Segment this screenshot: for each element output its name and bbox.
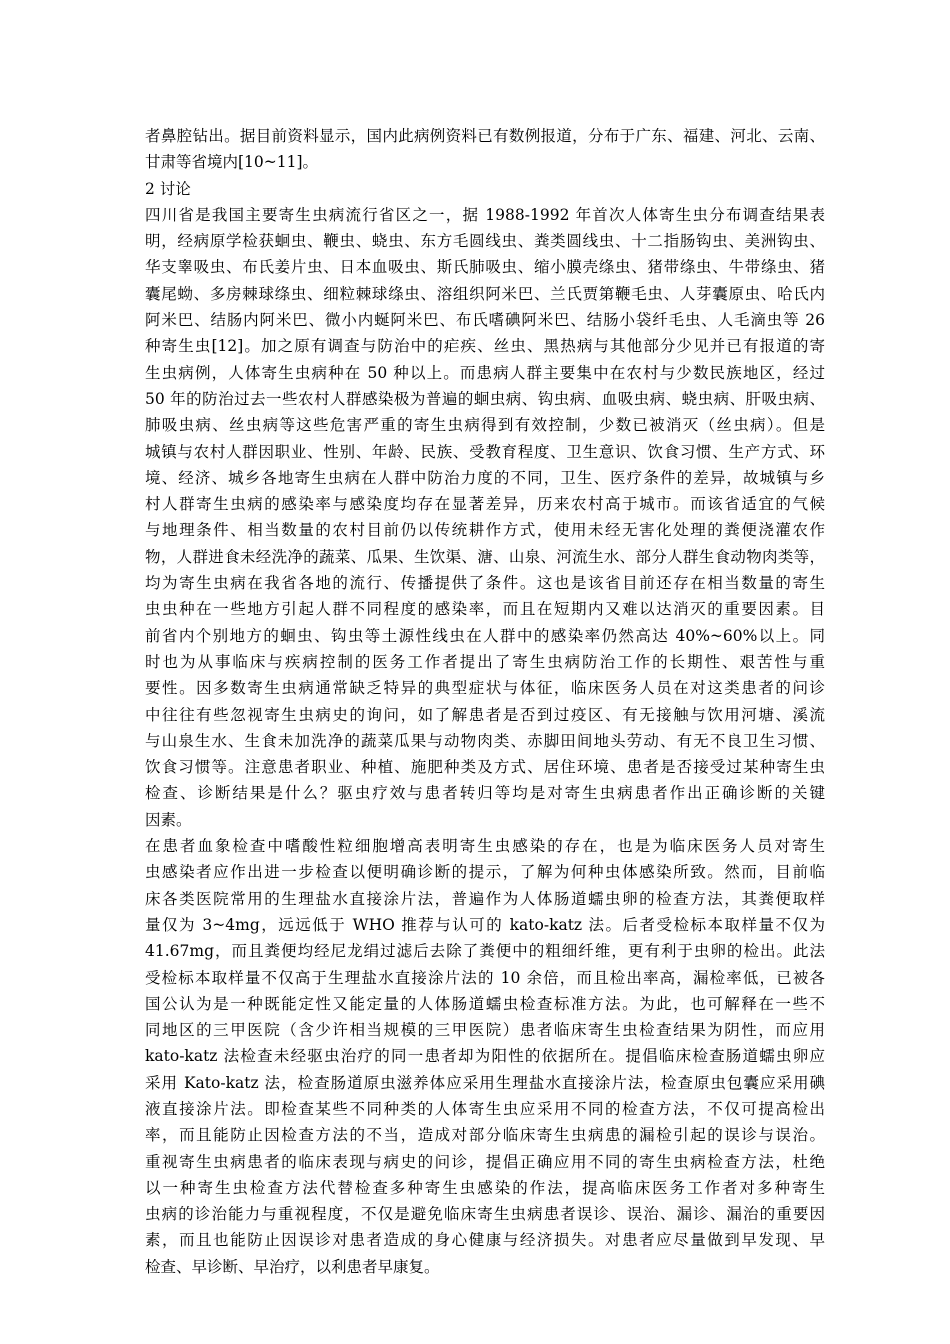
text-line: 以一种寄生虫检查方法代替检查多种寄生虫感染的作法，提高临床医务工作者对多种寄生	[145, 1178, 825, 1197]
text-line: 中往往有些忽视寄生虫病史的询问，如了解患者是否到过疫区、有无接触与饮用河塘、溪流	[145, 705, 825, 724]
text-line: 囊尾蚴、多房棘球绦虫、细粒棘球绦虫、溶组织阿米巴、兰氏贾第鞭毛虫、人芽囊原虫、哈氏内	[145, 284, 825, 303]
text-line: 四川省是我国主要寄生虫病流行省区之一，据 1988-1992 年首次人体寄生虫分布调查结果表	[145, 205, 825, 224]
text-line: 重视寄生虫病患者的临床表现与病史的问诊，提倡正确应用不同的寄生虫病检查方法，杜绝	[145, 1152, 825, 1171]
text-line: 饮食习惯等。注意患者职业、种植、施肥种类及方式、居住环境、患者是否接受过某种寄生虫	[145, 758, 825, 777]
text-line: 生虫病例，人体寄生虫病种在 50 种以上。而患病人群主要集中在农村与少数民族地区，经过	[145, 363, 825, 382]
text-line: 前省内个别地方的蛔虫、钩虫等土源性线虫在人群中的感染率仍然高达 40%~60%以上。同	[145, 626, 825, 645]
text-line: 虫病的诊治能力与重视程度，不仅是避免临床寄生虫病患者误诊、误治、漏诊、漏治的重要因	[145, 1205, 825, 1224]
text-line: 素，而且也能防止因误诊对患者造成的身心健康与经济损失。对患者应尽量做到早发现、早	[145, 1231, 825, 1250]
text-line: 与地理条件、相当数量的农村目前仍以传统耕作方式，使用未经无害化处理的粪便浇灌农作	[145, 521, 825, 540]
text-line: 检查、早诊断、早治疗，以利患者早康复。	[145, 1257, 440, 1276]
text-line: 床各类医院常用的生理盐水直接涂片法，普遍作为人体肠道蠕虫卵的检查方法，其粪便取样	[145, 889, 825, 908]
text-line: 41.67mg，而且粪便均经尼龙绢过滤后去除了粪便中的粗细纤维，更有利于虫卵的检出。此法	[145, 942, 825, 961]
text-line: 者鼻腔钻出。据目前资料显示，国内此病例资料已有数例报道，分布于广东、福建、河北、云南、	[145, 127, 825, 145]
text-line: 受检标本取样量不仅高于生理盐水直接涂片法的 10 余倍，而且检出率高，漏检率低，已被各	[145, 968, 825, 987]
text-line: 50 年的防治过去一些农村人群感染极为普遍的蛔虫病、钩虫病、血吸虫病、蛲虫病、肝吸虫病、	[145, 389, 825, 408]
text-line: 国公认为是一种既能定性又能定量的人体肠道蠕虫检查标准方法。为此，也可解释在一些不	[145, 994, 825, 1013]
text-line: 虫虫种在一些地方引起人群不同程度的感染率，而且在短期内又难以达消灭的重要因素。目	[145, 600, 825, 619]
text-line: 量仅为 3~4mg，远远低于 WHO 推荐与认可的 kato-katz 法。后者受检标本取样量不仅为	[145, 915, 825, 934]
text-line: 检查、诊断结果是什么？驱虫疗效与患者转归等均是对寄生虫病患者作出正确诊断的关键	[145, 784, 825, 803]
text-line: 阿米巴、结肠内阿米巴、微小内蜒阿米巴、布氏嗜碘阿米巴、结肠小袋纤毛虫、人毛滴虫等 26	[145, 311, 825, 330]
text-line: 物，人群进食未经洗净的蔬菜、瓜果、生饮渠、溏、山泉、河流生水、部分人群生食动物肉类等，	[145, 547, 825, 566]
text-line: 城镇与农村人群因职业、性别、年龄、民族、受教育程度、卫生意识、饮食习惯、生产方式、环	[145, 442, 825, 461]
text-line: kato-katz 法检查未经驱虫治疗的同一患者却为阳性的依据所在。提倡临床检查肠道蠕虫卵应	[145, 1047, 825, 1066]
text-line: 要性。因多数寄生虫病通常缺乏特异的典型症状与体征，临床医务人员在对这类患者的问诊	[145, 679, 825, 698]
text-line: 村人群寄生虫病的感染率与感染度均存在显著差异，历来农村高于城市。而该省适宜的气候	[145, 495, 825, 514]
text-line: 肺吸虫病、丝虫病等这些危害严重的寄生虫病得到有效控制，少数已被消灭（丝虫病）。但是	[145, 416, 825, 435]
text-line: 采用 Kato-katz 法，检查肠道原虫滋养体应采用生理盐水直接涂片法，检查原虫包囊应采用碘	[145, 1073, 825, 1092]
text-line: 境、经济、城乡各地寄生虫病在人群中防治力度的不同，卫生、医疗条件的差异，故城镇与乡	[145, 468, 825, 487]
text-line: 时也为从事临床与疾病控制的医务工作者提出了寄生虫病防治工作的长期性、艰苦性与重	[145, 652, 825, 671]
text-line: 种寄生虫[12]。加之原有调查与防治中的疟疾、丝虫、黑热病与其他部分少见并已有报道的寄	[145, 337, 825, 356]
text-line: 因素。	[145, 810, 192, 829]
text-line: 华支睾吸虫、布氏姜片虫、日本血吸虫、斯氏肺吸虫、缩小膜壳绦虫、猪带绦虫、牛带绦虫、猪	[145, 258, 825, 277]
text-line: 同地区的三甲医院（含少许相当规模的三甲医院）患者临床寄生虫检查结果为阴性，而应用	[145, 1021, 825, 1040]
text-line: 甘肃等省境内[10~11]。	[145, 153, 319, 172]
text-line: 均为寄生虫病在我省各地的流行、传播提供了条件。这也是该省目前还存在相当数量的寄生	[145, 574, 825, 593]
text-line: 2 讨论	[145, 179, 191, 198]
text-line: 在患者血象检查中嗜酸性粒细胞增高表明寄生虫感染的存在，也是为临床医务人员对寄生	[145, 837, 825, 856]
document-body	[145, 123, 825, 1280]
text-line: 虫感染者应作出进一步检查以便明确诊断的提示，了解为何种虫体感染所致。然而，目前临	[145, 863, 825, 882]
text-line: 明，经病原学检获蛔虫、鞭虫、蛲虫、东方毛圆线虫、粪类圆线虫、十二指肠钩虫、美洲钩虫、	[145, 232, 825, 251]
text-line: 与山泉生水、生食未加洗净的蔬菜瓜果与动物肉类、赤脚田间地头劳动、有无不良卫生习惯、	[145, 731, 825, 750]
text-line: 率，而且能防止因检查方法的不当，造成对部分临床寄生虫病患的漏检引起的误诊与误治。	[145, 1126, 825, 1145]
text-line: 液直接涂片法。即检查某些不同种类的人体寄生虫应采用不同的检查方法，不仅可提高检出	[145, 1099, 825, 1118]
